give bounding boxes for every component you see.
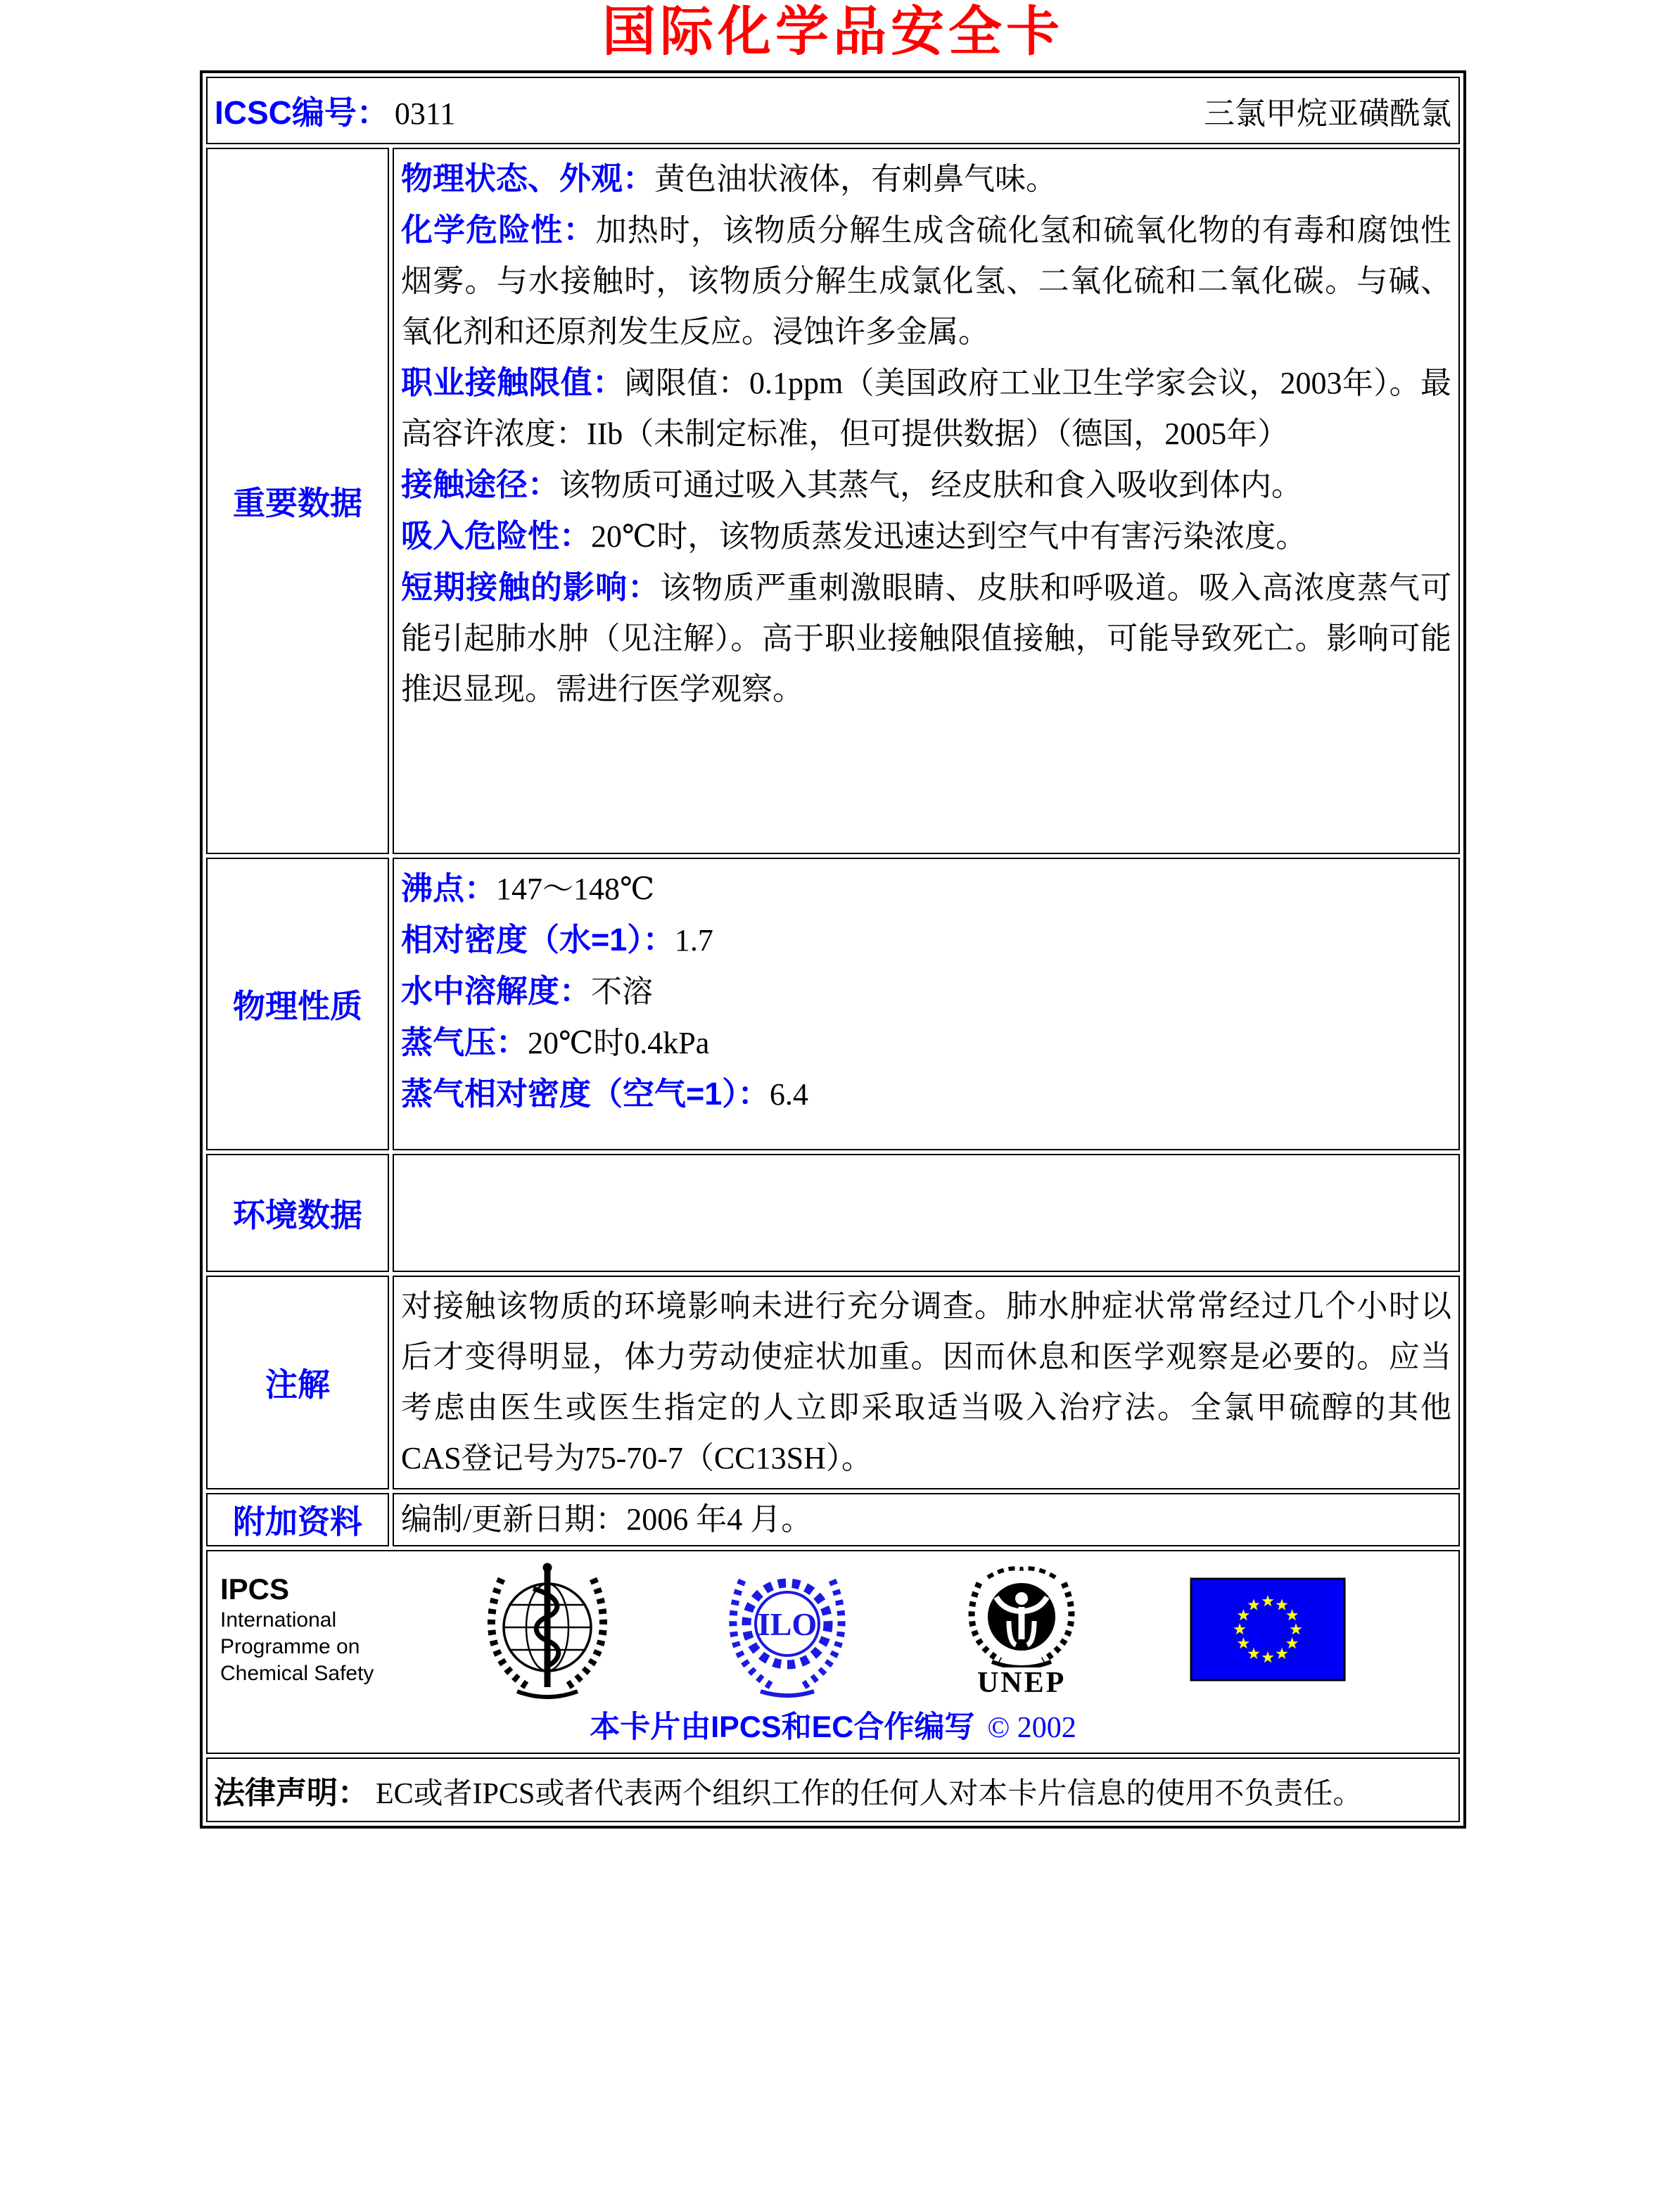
ipcs-text-block xyxy=(220,1572,374,1687)
physical-property-item xyxy=(401,863,1451,915)
icsc-number-value: 0311 xyxy=(394,96,456,131)
important-data-item xyxy=(401,562,1451,715)
additional-info-content-cell xyxy=(393,1493,1460,1546)
additional-info-row xyxy=(206,1493,1460,1546)
additional-info-label: 附加资料 xyxy=(233,1504,362,1540)
important-data-label-cell xyxy=(206,148,389,854)
legal-row xyxy=(206,1757,1460,1822)
icsc-number-group xyxy=(215,87,455,134)
field-label: 沸点： xyxy=(401,870,497,906)
environmental-data-label-cell xyxy=(206,1154,389,1272)
field-label: 化学危险性： xyxy=(401,212,596,248)
footer-caption xyxy=(215,1708,1451,1748)
field-label: 相对密度（水=1）： xyxy=(401,922,675,958)
legal-cell xyxy=(206,1757,1460,1822)
field-label: 职业接触限值： xyxy=(401,364,625,400)
field-text: 黄色油状液体，有刺鼻气味。 xyxy=(654,162,1057,196)
field-text: 147～148℃ xyxy=(496,872,655,906)
environmental-data-row xyxy=(206,1154,1460,1272)
important-data-row xyxy=(206,148,1460,854)
icsc-card-table xyxy=(200,70,1466,1829)
important-data-item xyxy=(401,205,1451,357)
field-text: 20℃时，该物质蒸发迅速达到空气中有害污染浓度。 xyxy=(591,519,1307,554)
header-cell xyxy=(206,77,1460,144)
environmental-data-label: 环境数据 xyxy=(233,1197,362,1233)
physical-property-item xyxy=(401,1017,1451,1069)
icsc-number-label: ICSC编号： xyxy=(215,94,389,131)
physical-property-item xyxy=(401,966,1451,1017)
field-text: 不溶 xyxy=(591,974,654,1009)
legal-label: 法律声明： xyxy=(214,1776,369,1810)
ipcs-acronym: IPCS xyxy=(220,1572,290,1606)
field-label: 接触途径： xyxy=(401,466,560,502)
logos-row xyxy=(206,1550,1460,1754)
field-label: 蒸气相对密度（空气=1）： xyxy=(401,1076,770,1112)
physical-property-item xyxy=(401,915,1451,966)
field-label: 物理状态、外观： xyxy=(401,160,655,196)
who-logo-icon xyxy=(480,1559,615,1700)
legal-text: EC或者IPCS或者代表两个组织工作的任何人对本卡片信息的使用不负责任。 xyxy=(376,1778,1363,1810)
eu-flag-icon xyxy=(1190,1577,1346,1682)
unep-logo-icon xyxy=(960,1561,1083,1667)
unep-logo-label: UNEP xyxy=(977,1666,1067,1699)
notes-label-cell xyxy=(206,1276,389,1489)
logos-strip xyxy=(215,1557,1451,1702)
important-data-label: 重要数据 xyxy=(233,485,362,521)
additional-info-label-cell xyxy=(206,1493,389,1546)
ilo-logo-icon xyxy=(721,1559,853,1700)
important-data-content-cell xyxy=(393,148,1460,854)
field-label: 短期接触的影响： xyxy=(401,569,661,605)
notes-text: 对接触该物质的环境影响未进行充分调查。肺水肿症状常常经过几个小时以后才变得明显，体力劳动使症状加重。因而休息和医学观察是必要的。应当考虑由医生或医生指定的人立即采取适当吸入治疗法。全氯甲硫醇的其他CAS登记号为75-70-7（CC13SH）。 xyxy=(401,1289,1451,1475)
physical-properties-label-cell xyxy=(206,858,389,1150)
footer-caption-text: 本卡片由IPCS和EC合作编写 xyxy=(590,1710,975,1744)
field-text: 20℃时0.4kPa xyxy=(528,1026,710,1060)
page-title: 国际化学品安全卡 xyxy=(602,3,1064,62)
physical-properties-row xyxy=(206,858,1460,1150)
important-data-item xyxy=(401,459,1451,511)
ipcs-fullname-line: Chemical Safety xyxy=(220,1661,374,1685)
notes-row xyxy=(206,1276,1460,1489)
field-label: 蒸气压： xyxy=(401,1024,528,1060)
field-text: 1.7 xyxy=(674,923,713,958)
footer-copyright: © 2002 xyxy=(987,1711,1076,1744)
ipcs-fullname-line: International xyxy=(220,1608,337,1632)
physical-properties-content-cell xyxy=(393,858,1460,1150)
field-label: 吸入危险性： xyxy=(401,518,592,554)
additional-info-text: 编制/更新日期：2006 年4 月。 xyxy=(401,1502,813,1537)
important-data-item xyxy=(401,153,1451,205)
field-label: 水中溶解度： xyxy=(401,973,592,1009)
important-data-item xyxy=(401,357,1451,459)
notes-label: 注解 xyxy=(265,1366,330,1403)
field-text: 该物质可通过吸入其蒸气，经皮肤和食入吸收到体内。 xyxy=(559,468,1303,502)
logos-cell xyxy=(206,1550,1460,1754)
physical-properties-label: 物理性质 xyxy=(233,988,362,1024)
physical-property-item xyxy=(401,1069,1451,1120)
chemical-name: 三氯甲烷亚磺酰氯 xyxy=(1204,96,1451,131)
important-data-item xyxy=(401,511,1451,562)
ilo-logo-text: ILO xyxy=(758,1606,818,1642)
field-text: 阈限值：0.1ppm（美国政府工业卫生学家会议，2003年）。最高容许浓度：IIb（未制定标准，但可提供数据）（德国，2005年） xyxy=(401,366,1451,451)
header-row xyxy=(206,77,1460,144)
field-text: 该物质严重刺激眼睛、皮肤和呼吸道。吸入高浓度蒸气可能引起肺水肿（见注解）。高于职业接触限值接触，可能导致死亡。影响可能推迟显现。需进行医学观察。 xyxy=(401,571,1451,706)
environmental-data-content-cell xyxy=(393,1154,1460,1272)
unep-logo-block xyxy=(960,1561,1083,1698)
field-text: 加热时，该物质分解生成含硫化氢和硫氧化物的有毒和腐蚀性烟雾。与水接触时，该物质分解生成氯化氢、二氧化硫和二氧化碳。与碱、氧化剂和还原剂发生反应。浸蚀许多金属。 xyxy=(401,213,1451,349)
ipcs-fullname-line: Programme on xyxy=(220,1634,360,1658)
field-text: 6.4 xyxy=(769,1077,808,1112)
notes-content-cell xyxy=(393,1276,1460,1489)
